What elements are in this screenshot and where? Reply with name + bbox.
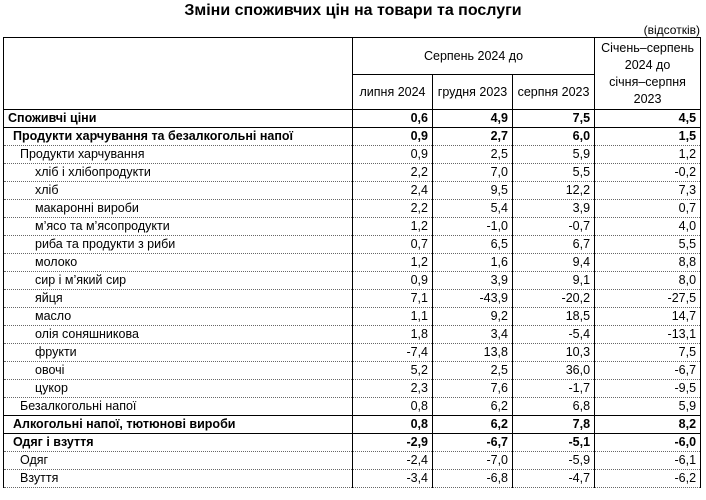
row-label: Алкогольні напої, тютюнові вироби — [4, 416, 353, 434]
row-value: -6,2 — [595, 470, 701, 488]
row-label: молоко — [4, 254, 353, 272]
row-value: 4,9 — [433, 110, 513, 128]
page-title: Зміни споживчих цін на товари та послуги — [184, 2, 522, 19]
row-value: -6,7 — [595, 362, 701, 380]
row-label: Споживчі ціни — [4, 110, 353, 128]
row-value: 8,2 — [595, 416, 701, 434]
header-col-dec-2023: грудня 2023 — [433, 75, 513, 110]
row-value: 4,5 — [595, 110, 701, 128]
row-value: 36,0 — [513, 362, 595, 380]
row-value: 2,5 — [433, 146, 513, 164]
table-row — [4, 398, 701, 416]
row-label: яйця — [4, 290, 353, 308]
table-row — [4, 128, 701, 146]
row-value: -1,7 — [513, 380, 595, 398]
table-row — [4, 290, 701, 308]
row-value: -2,4 — [353, 452, 433, 470]
row-value: -6,0 — [595, 434, 701, 452]
row-value: 10,3 — [513, 344, 595, 362]
row-value: 1,8 — [353, 326, 433, 344]
row-value: 1,5 — [595, 128, 701, 146]
row-value: 1,1 — [353, 308, 433, 326]
table-row — [4, 254, 701, 272]
row-value: 9,5 — [433, 182, 513, 200]
row-value: 12,2 — [513, 182, 595, 200]
row-value: 6,8 — [513, 398, 595, 416]
row-label: Продукти харчування — [4, 146, 353, 164]
row-value: 7,5 — [513, 110, 595, 128]
row-value: 4,0 — [595, 218, 701, 236]
table-row — [4, 380, 701, 398]
row-label: овочі — [4, 362, 353, 380]
row-label: Одяг і взуття — [4, 434, 353, 452]
table-row — [4, 272, 701, 290]
table-row — [4, 200, 701, 218]
row-value: 14,7 — [595, 308, 701, 326]
table-row — [4, 416, 701, 434]
row-value: -5,1 — [513, 434, 595, 452]
row-label: масло — [4, 308, 353, 326]
row-value: 1,2 — [353, 254, 433, 272]
table-row — [4, 164, 701, 182]
table-row — [4, 344, 701, 362]
table-row — [4, 236, 701, 254]
table-row — [4, 470, 701, 488]
row-value: 6,2 — [433, 398, 513, 416]
row-value: 5,5 — [513, 164, 595, 182]
header-ytd-line: 2023 — [633, 91, 662, 106]
row-value: 9,4 — [513, 254, 595, 272]
table-row — [4, 110, 701, 128]
table-row — [4, 452, 701, 470]
row-value: -3,4 — [353, 470, 433, 488]
row-label: риба та продукти з риби — [4, 236, 353, 254]
row-label: Продукти харчування та безалкогольні напої — [4, 128, 353, 146]
row-value: 0,9 — [353, 128, 433, 146]
table-row — [4, 146, 701, 164]
row-value: -27,5 — [595, 290, 701, 308]
row-label: Одяг — [4, 452, 353, 470]
row-value: -9,5 — [595, 380, 701, 398]
row-value: 8,8 — [595, 254, 701, 272]
header-ytd-line: січня–серпня — [609, 74, 686, 89]
row-value: 7,5 — [595, 344, 701, 362]
row-value: 0,7 — [353, 236, 433, 254]
row-value: 2,2 — [353, 164, 433, 182]
row-value: 0,9 — [353, 272, 433, 290]
row-value: 5,4 — [433, 200, 513, 218]
row-value: -6,7 — [433, 434, 513, 452]
row-value: 9,1 — [513, 272, 595, 290]
row-value: 2,7 — [433, 128, 513, 146]
table-row — [4, 182, 701, 200]
row-value: 7,3 — [595, 182, 701, 200]
header-col-aug-2023: серпня 2023 — [513, 75, 595, 110]
table-row — [4, 326, 701, 344]
row-value: 5,2 — [353, 362, 433, 380]
row-value: 3,4 — [433, 326, 513, 344]
row-value: -6,1 — [595, 452, 701, 470]
header-group: Серпень 2024 до — [353, 38, 595, 75]
table-row — [4, 308, 701, 326]
row-value: 7,0 — [433, 164, 513, 182]
row-value: 2,3 — [353, 380, 433, 398]
row-value: -20,2 — [513, 290, 595, 308]
header-ytd — [595, 38, 701, 110]
row-value: 1,2 — [595, 146, 701, 164]
row-label: м’ясо та м’ясопродукти — [4, 218, 353, 236]
row-value: 5,5 — [595, 236, 701, 254]
row-value: -5,9 — [513, 452, 595, 470]
row-value: 0,9 — [353, 146, 433, 164]
row-label: сир і м’який сир — [4, 272, 353, 290]
row-value: 0,8 — [353, 416, 433, 434]
row-value: 18,5 — [513, 308, 595, 326]
row-value: 5,9 — [595, 398, 701, 416]
row-label: хліб — [4, 182, 353, 200]
row-value: 0,7 — [595, 200, 701, 218]
row-value: 2,4 — [353, 182, 433, 200]
header-ytd-line: 2024 до — [624, 57, 671, 72]
row-label: фрукти — [4, 344, 353, 362]
row-value: 7,6 — [433, 380, 513, 398]
row-value: 6,7 — [513, 236, 595, 254]
row-value: 6,5 — [433, 236, 513, 254]
row-label: олія соняшникова — [4, 326, 353, 344]
row-label: макаронні вироби — [4, 200, 353, 218]
header-blank-cell — [4, 38, 353, 110]
row-value: 13,8 — [433, 344, 513, 362]
row-value: -0,7 — [513, 218, 595, 236]
row-value: 6,2 — [433, 416, 513, 434]
row-label: хліб і хлібопродукти — [4, 164, 353, 182]
row-value: 9,2 — [433, 308, 513, 326]
row-value: -5,4 — [513, 326, 595, 344]
row-value: 3,9 — [433, 272, 513, 290]
table-row — [4, 218, 701, 236]
row-value: 1,6 — [433, 254, 513, 272]
table-row — [4, 434, 701, 452]
row-label: Взуття — [4, 470, 353, 488]
price-changes-table — [3, 37, 701, 488]
row-value: 0,8 — [353, 398, 433, 416]
row-value: 1,2 — [353, 218, 433, 236]
table-row — [4, 362, 701, 380]
row-value: -13,1 — [595, 326, 701, 344]
row-label: Безалкогольні напої — [4, 398, 353, 416]
row-value: 5,9 — [513, 146, 595, 164]
row-value: -43,9 — [433, 290, 513, 308]
row-value: -7,4 — [353, 344, 433, 362]
table-body — [4, 110, 701, 488]
row-value: 3,9 — [513, 200, 595, 218]
row-value: 8,0 — [595, 272, 701, 290]
row-value: 7,8 — [513, 416, 595, 434]
units-note: (відсотків) — [643, 23, 700, 37]
row-value: -0,2 — [595, 164, 701, 182]
header-col-july-2024: липня 2024 — [353, 75, 433, 110]
row-value: 2,2 — [353, 200, 433, 218]
row-value: -6,8 — [433, 470, 513, 488]
row-value: -2,9 — [353, 434, 433, 452]
row-value: 0,6 — [353, 110, 433, 128]
row-value: -1,0 — [433, 218, 513, 236]
row-value: -4,7 — [513, 470, 595, 488]
row-value: -7,0 — [433, 452, 513, 470]
row-value: 7,1 — [353, 290, 433, 308]
row-value: 6,0 — [513, 128, 595, 146]
row-label: цукор — [4, 380, 353, 398]
header-ytd-line: Січень–серпень — [601, 40, 694, 55]
row-value: 2,5 — [433, 362, 513, 380]
